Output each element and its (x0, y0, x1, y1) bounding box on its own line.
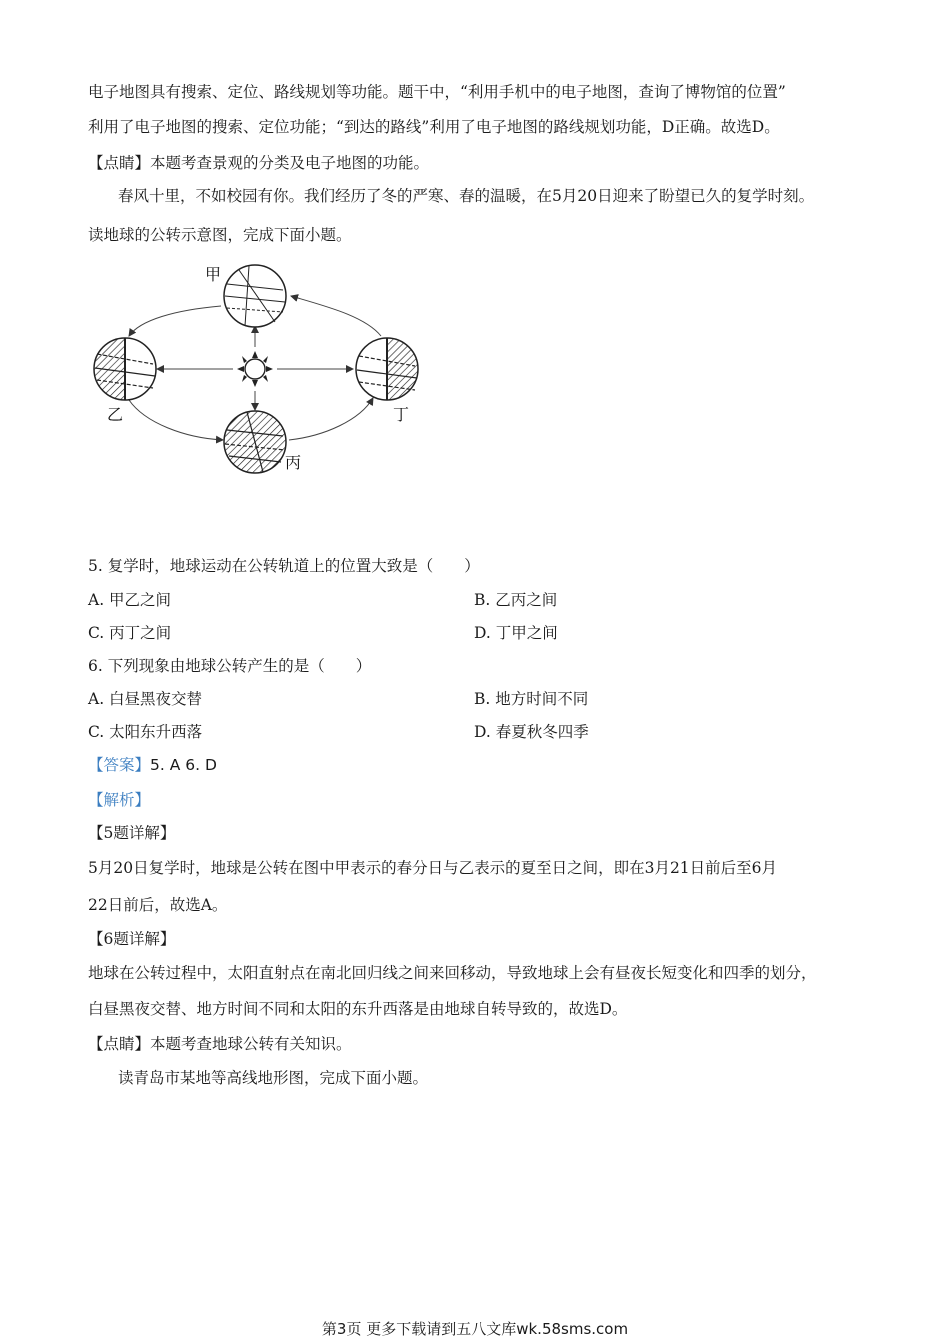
answer-text: 5. A 6. D (150, 756, 217, 774)
orbit-arrow-bing-ding (289, 398, 373, 440)
passage-line-1: 春风十里，不如校园有你。我们经历了冬的严寒、春的温暖，在5月20日迎来了盼望已久的复学时刻。 (118, 187, 815, 205)
earth-bing (224, 411, 286, 473)
label-bing: 丙 (285, 453, 302, 472)
label-ding: 丁 (393, 405, 410, 424)
answer-tag: 【答案】 (88, 756, 151, 774)
intro-line-1: 电子地图具有搜索、定位、路线规划等功能。题干中，“利用手机中的电子地图，查询了博物馆的位置” (88, 83, 786, 101)
q5-option-c: C. 丙丁之间 (88, 624, 172, 642)
detail-6-tag: 【6题详解】 (88, 930, 176, 948)
question-5-stem: 5. 复学时，地球运动在公转轨道上的位置大致是（ ） (88, 557, 480, 575)
earth-revolution-diagram (85, 258, 425, 478)
detail-5-line-1: 5月20日复学时，地球是公转在图中甲表示的春分日与乙表示的夏至日之间，即在3月21日前后至6月 (88, 859, 778, 877)
orbit-arrow-jia-yi (129, 306, 221, 336)
question-6-stem: 6. 下列现象由地球公转产生的是（ ） (88, 657, 372, 675)
earth-jia (224, 265, 286, 327)
label-yi: 乙 (107, 405, 124, 424)
q6-option-b: B. 地方时间不同 (474, 690, 589, 708)
detail-6-line-1: 地球在公转过程中，太阳直射点在南北回归线之间来回移动，导致地球上会有昼夜长短变化和四季的划分， (88, 964, 817, 982)
q5-option-b: B. 乙丙之间 (474, 591, 558, 609)
page-footer: 第3页 更多下载请到五八文库wk.58sms.com (321, 1320, 629, 1338)
dianjing-2-tag: 【点睛】 (88, 1035, 151, 1053)
label-jia: 甲 (205, 265, 222, 284)
intro-line-2: 利用了电子地图的搜索、定位功能；“到达的路线”利用了电子地图的路线规划功能，D正确。故选D。 (88, 118, 780, 136)
detail-6-line-2: 白昼黑夜交替、地方时间不同和太阳的东升西落是由地球自转导致的，故选D。 (88, 1000, 628, 1018)
orbit-arrow-ding-jia (291, 296, 381, 336)
q5-option-a: A. 甲乙之间 (88, 591, 172, 609)
q5-option-d: D. 丁甲之间 (474, 624, 558, 642)
sun-icon (237, 351, 273, 387)
dianjing-1 (88, 153, 429, 173)
dianjing-text: 本题考查景观的分类及电子地图的功能。 (150, 154, 430, 172)
dianjing-tag: 【点睛】 (88, 154, 151, 172)
dianjing-2 (88, 1034, 352, 1054)
detail-5-tag: 【5题详解】 (88, 824, 176, 842)
q6-option-c: C. 太阳东升西落 (88, 723, 203, 741)
q6-option-d: D. 春夏秋冬四季 (474, 723, 589, 741)
answer-line (88, 755, 217, 775)
orbit-arrow-yi-bing (129, 400, 223, 440)
q6-option-a: A. 白昼黑夜交替 (88, 690, 203, 708)
analysis-tag: 【解析】 (88, 791, 151, 809)
detail-5-line-2: 22日前后，故选A。 (88, 896, 228, 914)
dianjing-2-text: 本题考查地球公转有关知识。 (150, 1035, 352, 1053)
next-question-intro: 读青岛市某地等高线地形图，完成下面小题。 (118, 1069, 429, 1087)
passage-line-2: 读地球的公转示意图，完成下面小题。 (88, 226, 352, 244)
earth-yi (94, 338, 156, 400)
earth-ding (356, 338, 418, 400)
